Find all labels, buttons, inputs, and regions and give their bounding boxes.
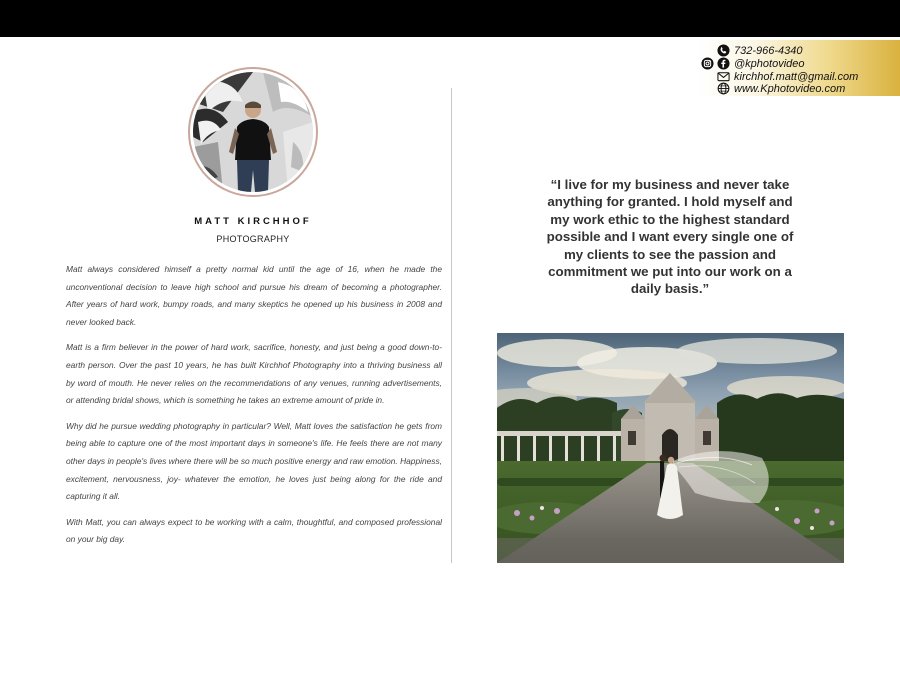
contact-social[interactable] [734, 57, 805, 70]
social-text: @kphotovideo [734, 57, 805, 70]
top-black-bar [0, 0, 900, 37]
phone-text: 732-966-4340 [734, 44, 803, 57]
bio-section [66, 261, 442, 557]
email-text: kirchhof.matt@gmail.com [734, 70, 859, 83]
bio-paragraph: Matt always considered himself a pretty normal kid until the age of 16, when he made the unconventional decision to leave high school and pursue his dream of becoming a photographer. After years of hard work, bumpy roads, and many skeptics he opened up his business in 2008 and never looked back. [66, 264, 442, 327]
column-divider [451, 88, 452, 563]
contact-phone[interactable] [734, 44, 803, 57]
pull-quote: “I live for my business and never take anything for granted. I hold myself and my work ethic to the highest standard possible and I want every single one of my clients to see the passion and commitment we put into our work on a daily basis.” [546, 177, 794, 297]
globe-icon [717, 82, 730, 95]
website-text: www.Kphotovideo.com [734, 82, 846, 95]
instagram-icon[interactable] [701, 57, 714, 70]
contact-website[interactable] [734, 82, 845, 95]
bio-paragraph: Why did he pursue wedding photography in particular? Well, Matt loves the satisfaction he gets from being able to capture one of the most important days in someone's life. He feels there are not many other days in people's lives where there will be so much positive energy and raw emotion. Happiness, excitement, nervousness, joy- whatever the emotion, he loves just being along for the ride and capturing it all. [66, 420, 442, 502]
profile-name: MATT KIRCHHOF [194, 216, 312, 227]
profile-subtitle: PHOTOGRAPHY [216, 234, 290, 244]
wedding-photo [497, 333, 844, 563]
bio-paragraph: With Matt, you can always expect to be working with a calm, thoughtful, and composed professional on your big day. [66, 516, 442, 545]
profile-avatar [188, 67, 318, 197]
phone-icon [717, 44, 730, 57]
facebook-icon[interactable] [717, 57, 730, 70]
bio-paragraph: Matt is a firm believer in the power of hard work, sacrifice, honesty, and just being a good down-to-earth person. Over the past 10 years, he has built Kirchhof Photography into a thriving business all by word of mouth. He never relies on the recommendations of any venues, running advertisements, or attending bridal shows, which is something he takes an extreme amount of pride in. [66, 342, 442, 406]
